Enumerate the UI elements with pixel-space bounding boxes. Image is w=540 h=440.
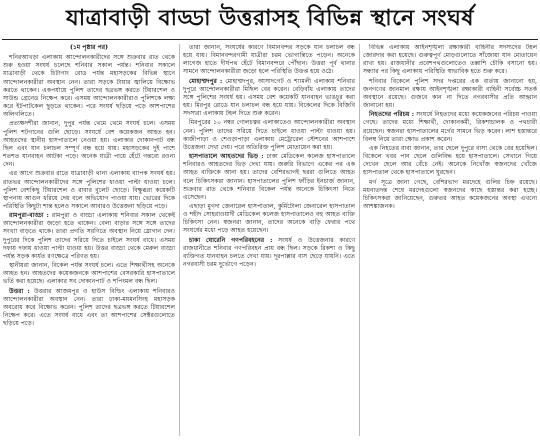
article-paragraph <box>183 203 355 236</box>
article-paragraph <box>363 179 537 212</box>
article-paragraph <box>3 262 175 286</box>
paragraph-text: মর্গ সূত্রে জানা গেছে, বেশিরভাগ মরদেহে গুলির চিহ্ন রয়েছে। ময়নাতদন্ত শেষে মরদেহগুলো স্বজনদের কাছে হস্তান্তর করা হচ্ছে। চিকিৎসকরা জানিয়েছেন, গুরুতর আহত কয়েকজনের অবস্থা এখনো আশঙ্কাজনক। <box>363 178 537 210</box>
article-column-3 <box>363 44 537 438</box>
paragraph-text: সংঘর্ষে নিহতদের মধ্যে কয়েকজনের পরিচয় পাওয়া গেছে। তাদের মধ্যে শিক্ষার্থী, দোকানকর্মী, রিকশাচালক ও পথচারী রয়েছেন। স্বজনরা হাসপাতালের মর্গের সামনে ভিড় করেন। লাশ হস্তান্তরে বিলম্ব নিয়ে তারা ক্ষোভ প্রকাশ করেন। <box>363 111 537 143</box>
paragraph-text: ঢাকা মেডিকেল কলেজ হাসপাতালে শনিবারও আহতদের ভিড় দেখা যায়। জরুরি বিভাগে একের পর এক আহত ব্যক্তিকে আনা হয়। তাদের বেশিরভাগই ছররা গুলিতে আহত বলে চিকিৎসকরা জানান। হাসপাতালের পুলিশ ফাঁড়ির ইনচার্জ জানান, শুক্রবার রাত থেকে শনিবার বিকেল পর্যন্ত অনেকে চিকিৎসা নিতে এসেছেন। <box>183 153 355 201</box>
article-column-2 <box>183 44 355 438</box>
paragraph-text: তারা জানান, সংঘর্ষের কারণে বিমানবন্দর সড়কে যান চলাচল বন্ধ হয়ে যায়। বিমানবন্দরগামী যাত্রীরা চরম ভোগান্তিতে পড়েন। অনেকে লাগেজ হাতে দীর্ঘপথ হেঁটে বিমানবন্দরে পৌঁছান। উত্তরা পূর্ব থানার সামনে আন্দোলনকারীরা জড়ো হলে পরিস্থিতি উত্তপ্ত হয়ে ওঠে। <box>183 44 355 76</box>
article-paragraph <box>363 78 537 111</box>
article-paragraph <box>363 145 537 178</box>
continued-label: (১ম পৃষ্ঠার পর) <box>69 44 109 51</box>
headline: যাত্রাবাড়ী বাড্ডা উত্তরাসহ বিভিন্ন স্থানে সংঘর্ষ <box>66 5 474 31</box>
paragraph-text: শনিরআখড়া এলাকায় আন্দোলনকারীদের সঙ্গে শুক্রবার রাত থেকে শুরু হওয়া সংঘর্ষ চলেছে শনিবার সকাল পর্যন্ত। শনিবার সকালে যাত্রাবাড়ী থেকে চিটাগাং রোড পর্যন্ত মহাসড়কের বিভিন্ন স্থানে আন্দোলনকারীরা অবস্থান নেন। তারা সড়কে টায়ার জ্বালিয়ে বিক্ষোভ করতে থাকেন। একপর্যায়ে পুলিশ তাদের ছত্রভঙ্গ করতে টিয়ারশেল ও সাউন্ড গ্রেনেড নিক্ষেপ করে। এসময় আন্দোলনকারীরাও পুলিশকে লক্ষ্য করে ইটপাটকেল ছুড়তে থাকেন। পরে সংঘর্ষ ছড়িয়ে পড়ে আশপাশের অলিগলিতে। <box>3 54 175 119</box>
paragraph-text: এছাড়া মুগদা জেনারেল হাসপাতাল, কুর্মিটোলা জেনারেল হাসপাতাল ও শহীদ সোহরাওয়ার্দী মেডিকেল কলেজ হাসপাতালেও বহু আহত ব্যক্তি চিকিৎসা নেন। স্বজনরা জানান, তাদের অনেকে বাড়ি ফেরার পথে সংঘর্ষের মধ্যে পড়ে আহত হয়েছেন। <box>183 202 355 235</box>
article-paragraph <box>363 44 537 77</box>
subheading: চাকা ঘোরেনি গণপরিবহনের : <box>189 236 273 244</box>
article-paragraph <box>3 120 175 169</box>
article-paragraph <box>183 78 355 119</box>
paragraph-text: বিভিন্ন এলাকায় আইনশৃঙ্খলা রক্ষাকারী বাহিনীর সদস্যদের টহল জোরদার করা হয়েছে। গুরুত্বপূর্ণ মোড়গুলোতে সাঁজোয়া যান মোতায়েন রাখা হয়। রাজধানীর প্রবেশপথগুলোতেও তল্লাশি চৌকি বসানো হয়। সন্ধ্যার পর কিছু এলাকায় পরিস্থিতি স্বাভাবিক হতে শুরু করে। <box>363 44 537 76</box>
article-paragraph <box>183 44 355 77</box>
headline-rule <box>2 39 538 40</box>
paragraph-text: মিরপুরের ১০ নম্বর গোলচত্বর এলাকাতেও আন্দোলনকারীরা অবস্থান নেন। পুলিশ তাদের সরিয়ে দিতে চাইলে ধাওয়া পাল্টা ধাওয়া হয়। কাজীপাড়া ও শেওড়াপাড়া এলাকায় মেট্রোরেল স্টেশনের আশপাশে উত্তেজনা দেখা দেয়। পরে অতিরিক্ত পুলিশ মোতায়েন করা হয়। <box>183 119 355 151</box>
column-divider <box>359 44 360 436</box>
article-paragraph <box>363 111 537 144</box>
paragraph-text: স্থানীয়রা জানান, বিকেল পর্যন্ত সংঘর্ষ চলে। এতে শিক্ষার্থীসহ অনেকে আহত হন। আহতদের কয়েকজনকে আশপাশের বেসরকারি হাসপাতালে ভর্তি করা হয়েছে। এলাকার সব দোকানপাট ও শপিংমল বন্ধ ছিল। <box>3 262 175 286</box>
paragraph-text: শনিবার বিকেলে পুলিশ সদর দপ্তরের এক বার্তায় জানানো হয়, জনগণের জানমাল রক্ষায় আইনশৃঙ্খলা রক্ষাকারী বাহিনী সর্বোচ্চ সতর্ক অবস্থানে রয়েছে। গুজবে কান না দিতে নগরবাসীর প্রতি আহ্বান জানানো হয়। <box>363 77 537 110</box>
article-paragraph <box>183 119 355 152</box>
paragraph-text: উত্তরার আজমপুর ও হাউস বিল্ডিং এলাকায় শনিবারও আন্দোলনকারীরা অবস্থান নেন। তারা ঢাকা-ময়মনসিংহ মহাসড়ক অবরোধ করে বিক্ষোভ করেন। পুলিশ তাদের ছত্রভঙ্গ করতে টিয়ারশেল নিক্ষেপ করে। এতে সংঘর্ষ বাধে এবং তা আশপাশের সেক্টরগুলোতে ছড়িয়ে পড়ে। <box>3 287 175 328</box>
paragraph-text: প্রত্যক্ষদর্শীরা জানান, দুপুর পর্যন্ত থেমে থেমে সংঘর্ষ চলে। এসময় পুলিশ শটগানের গুলি ছোড়ে। সংঘর্ষে বেশ কয়েকজন আহত হন। আহতদের স্থানীয় হাসপাতালে নেওয়া হয়। এলাকার দোকানপাট বন্ধ ছিল এবং যান চলাচল সম্পূর্ণ বন্ধ হয়ে যায়। মহাসড়কের দুই পাশে শতশত যানবাহন আটকা পড়ে। অনেক যাত্রী পায়ে হেঁটে গন্তব্যে রওনা দেন। <box>3 120 175 169</box>
paragraph-text: এর আগে শুক্রবার রাতে যাত্রাবাড়ী থানা এলাকায় ব্যাপক সংঘর্ষ হয়। রাতভর আন্দোলনকারীদের সঙ্গে পুলিশের ধাওয়া পাল্টা ধাওয়া চলে। পুলিশ বেশকিছু টিয়ারশেল ও রাবার বুলেট ছোড়ে। বিক্ষুব্ধরা কয়েকটি স্থাপনায় আগুন ধরিয়ে দেয় বলে অভিযোগ পাওয়া যায়। ভোরের দিকে পরিস্থিতি কিছুটা শান্ত হলেও সকালে আবারও উত্তেজনা ছড়িয়ে পড়ে। <box>3 170 175 210</box>
article-paragraph <box>3 170 175 211</box>
subheading: হাসপাতালে আহতদের ভিড় : <box>189 153 264 161</box>
article-paragraph <box>183 237 355 270</box>
paragraph-text: সংঘর্ষ ও উত্তেজনার কারণে রাজধানীতে শনিবার গণপরিবহন প্রায় বন্ধ ছিল। সড়কে রিকশা ও কিছু ব্যক্তিগত যানবাহন চলতে দেখা যায়। দূরপাল্লার বাস ছেড়ে যায়নি। এতে নগরবাসী চরম দুর্ভোগে পড়েন। <box>183 236 355 269</box>
paragraph-text: এক নিহতের বাবা জানান, তার ছেলে দুপুরে বাসা থেকে বের হয়েছিল। বিকেলে খবর পান ছেলে গুলিবিদ্ধ হয়ে হাসপাতালে। সেখানে গিয়ে দেখেন ছেলে আর বেঁচে নেই। অনেকে নিখোঁজ স্বজনদের খোঁজে হাসপাতাল থেকে হাসপাতালে ঘুরছেন। <box>363 144 537 177</box>
article-paragraph <box>3 54 175 119</box>
article-paragraph <box>183 153 355 202</box>
paragraph-text: রামপুরা ও বাড্ডা এলাকায় শনিবার সকাল থেকেই আন্দোলনকারীরা জড়ো হতে থাকেন। বেলা বাড়ার সঙ্গে সঙ্গে তাদের সংখ্যা বাড়তে থাকে। তারা প্রগতি সরণিতে অবস্থান নিয়ে স্লোগান দেন। দুপুরের দিকে পুলিশ তাদের সরিয়ে দিতে চাইলে সংঘর্ষ বাধে। এসময় দফায় দফায় ধাওয়া পাল্টা ধাওয়া হয়। উত্তর বাড্ডা থেকে মেরুল বাড্ডা পর্যন্ত সড়ক কার্যত রণক্ষেত্রে পরিণত হয়। <box>3 212 175 260</box>
paragraph-text: মোহাম্মদপুর, আসাদগেট ও শ্যামলী এলাকায় শনিবার দুপুরে আন্দোলনকারীরা মিছিল বের করেন। বেড়িবাঁধ এলাকায় তাদের সঙ্গে পুলিশের সংঘর্ষ হয়। এসময় বেশ কয়েকটি যানবাহন ভাঙচুর করা হয়। মিরপুর রোডে যান চলাচল বন্ধ হয়ে যায়। বিকেলের দিকে বিজিবি সদস্যরা এলাকায় টহল দিতে শুরু করেন। <box>183 77 355 118</box>
subheading: রামপুরা-বাড্ডা : <box>9 212 49 220</box>
subheading: মোহাম্মদপুর : <box>189 77 223 85</box>
article-paragraph <box>3 288 175 329</box>
subheading: নিহতদের পরিচয় : <box>369 111 414 119</box>
column-divider <box>179 44 180 436</box>
article-paragraph <box>3 212 175 261</box>
subheading: উত্তরা : <box>9 287 30 295</box>
article-column-1 <box>3 44 175 438</box>
